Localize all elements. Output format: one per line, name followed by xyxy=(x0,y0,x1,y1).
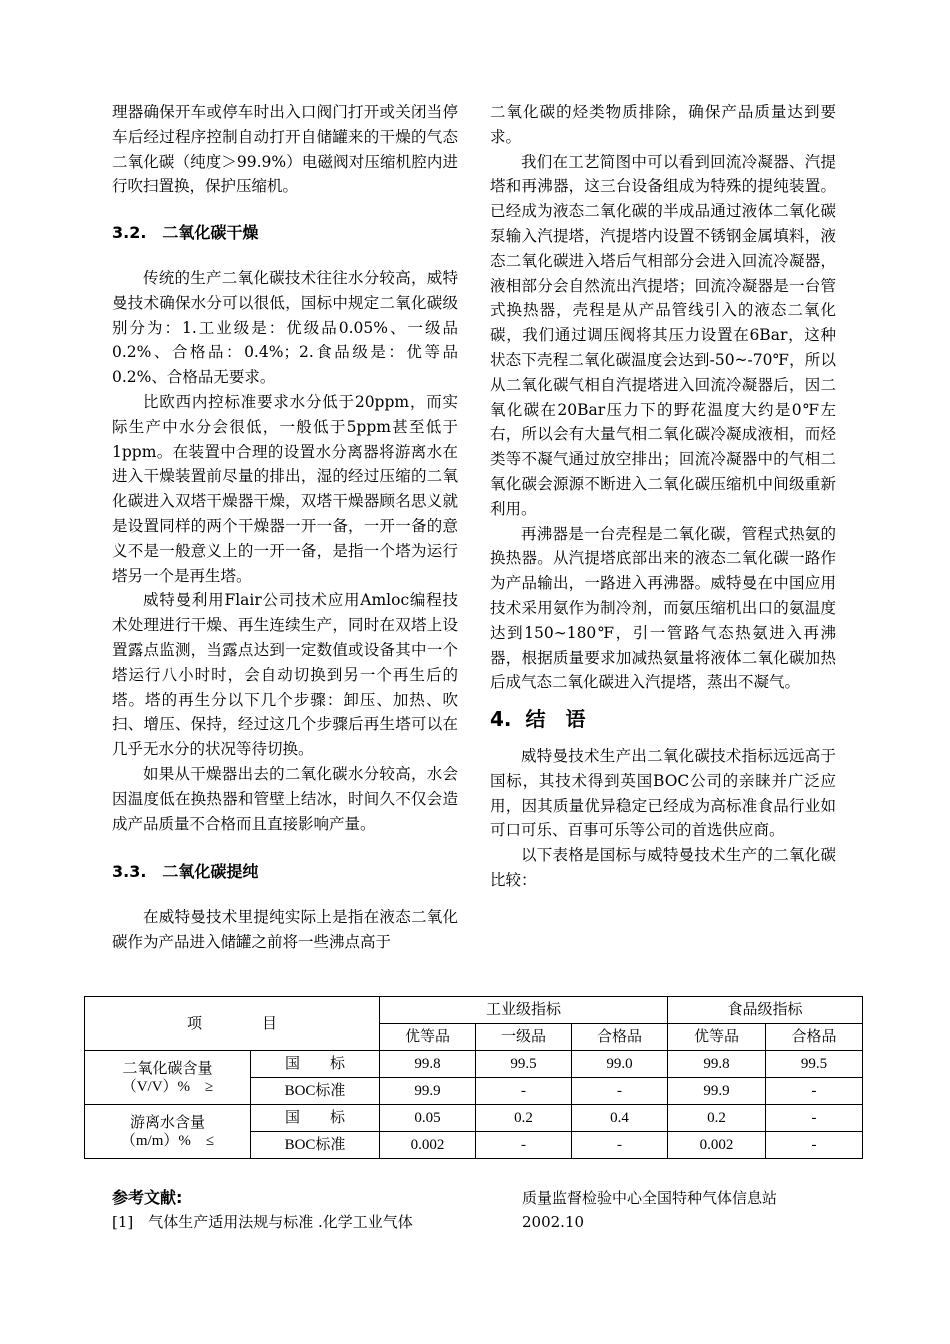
grade-header: 合格品 xyxy=(766,1024,863,1051)
group-label-line: 二氧化碳含量 xyxy=(122,1060,213,1077)
paragraph: 以下表格是国标与威特曼技术生产的二氧化碳比较： xyxy=(490,846,836,889)
cell: - xyxy=(766,1105,863,1132)
cell: - xyxy=(572,1132,668,1159)
reference-year: 2002.10 xyxy=(522,1213,585,1231)
cell: 99.9 xyxy=(380,1078,476,1105)
references-heading: 参考文献: xyxy=(112,1188,183,1207)
cell: 0.002 xyxy=(380,1132,476,1159)
cell: 0.002 xyxy=(668,1132,766,1159)
cell: 0.4 xyxy=(572,1105,668,1132)
paragraph: 二氧化碳的烃类物质排除，确保产品质量达到要求。 xyxy=(490,103,836,146)
section-4-number: 4. xyxy=(490,707,512,732)
paragraph: 比欧西内控标准要求水分低于20ppm，而实际生产中水分会很低，一般低于5ppm甚至低于1ppm。在装置中合理的设置水分离器将游离水在进入干燥装置前尽量的排出，湿的经过压缩的二氧化碳进入双塔干燥器干燥，双塔干燥器顾名思义就是设置同样的两个干燥器一开一备，一开一备的意义不是一般意义上的一开一备，是指一个塔为运行塔另一个是再生塔。 xyxy=(112,392,458,585)
sub-label: BOC标准 xyxy=(251,1132,380,1159)
sub-label: 国 标 xyxy=(251,1051,380,1078)
paragraph: 如果从干燥器出去的二氧化碳水分较高，水会因温度低在换热器和管壁上结冰，时间久不仅会造成产品质量不合格而且直接影响产量。 xyxy=(112,764,458,833)
grade-header: 一级品 xyxy=(476,1024,572,1051)
references-left xyxy=(112,1186,462,1234)
grade-header: 合格品 xyxy=(572,1024,668,1051)
paragraph: 威特曼技术生产出二氧化碳技术指标远远高于国标，其技术得到英国BOC公司的亲睐并广泛应用，因其质量优异稳定已经成为高标准食品行业如可口可乐、百事可乐等公司的首选供应商。 xyxy=(490,746,836,840)
row-group-label xyxy=(85,1105,251,1159)
cell: 99.8 xyxy=(668,1051,766,1078)
cell: 0.05 xyxy=(380,1105,476,1132)
comparison-table xyxy=(84,996,863,1159)
item-header: 项 目 xyxy=(85,997,380,1051)
cell: - xyxy=(572,1078,668,1105)
grade-header: 优等品 xyxy=(668,1024,766,1051)
paragraph: 理器确保开车或停车时出入口阀门打开或关闭当停车后经过程序控制自动打开自储罐来的干燥的气态二氧化碳（纯度＞99.9%）电磁阀对压缩机腔内进行吹扫置换，保护压缩机。 xyxy=(112,103,458,196)
reference-continuation: 质量监督检验中心全国特种气体信息站 xyxy=(522,1189,778,1207)
group-label-line: （m/m）% ≤ xyxy=(120,1132,215,1149)
row-group-label xyxy=(85,1051,251,1105)
sub-label: 国 标 xyxy=(251,1105,380,1132)
cell: - xyxy=(476,1078,572,1105)
group-label-line: 游离水含量 xyxy=(129,1114,205,1131)
left-column xyxy=(112,100,458,955)
section-4-heading xyxy=(490,707,836,732)
cell: - xyxy=(766,1132,863,1159)
grade-header: 优等品 xyxy=(380,1024,476,1051)
reference-item: [1] 气体生产适用法规与标准 .化学工业气体 xyxy=(112,1213,413,1231)
cell: 99.8 xyxy=(380,1051,476,1078)
industrial-header: 工业级指标 xyxy=(380,997,668,1024)
right-column xyxy=(490,100,836,893)
sub-label: BOC标准 xyxy=(251,1078,380,1105)
cell: 0.2 xyxy=(476,1105,572,1132)
cell: - xyxy=(766,1078,863,1105)
paragraph: 我们在工艺简图中可以看到回流冷凝器、汽提塔和再沸器，这三台设备组成为特殊的提纯装置。已经成为液态二氧化碳的半成品通过液体二氧化碳泵输入汽提塔，汽提塔内设置不锈钢金属填料，液态二氧化碳进入塔后气相部分会进入回流冷凝器，液相部分会自然流出汽提塔；回流冷凝器是一台管式换热器，壳程是从产品管线引入的液态二氧化碳，我们通过调压阀将其压力设置在6Bar，这种状态下壳程二氧化碳温度会达到-50~-70℉，所以从二氧化碳气相自汽提塔进入回流冷凝器后，因二氧化碳在20Bar压力下的野花温度大约是0℉左右，所以会有大量气相二氧化碳冷凝成液相，而烃类等不凝气通过放空排出；回流冷凝器中的气相二氧化碳会源源不断进入二氧化碳压缩机中间级重新利用。 xyxy=(490,152,836,518)
section-4-title: 结 语 xyxy=(525,707,586,732)
cell: - xyxy=(476,1132,572,1159)
cell: 99.5 xyxy=(766,1051,863,1078)
cell: 99.9 xyxy=(668,1078,766,1105)
cell: 0.2 xyxy=(668,1105,766,1132)
group-label-line: （V/V）% ≥ xyxy=(121,1078,214,1095)
section-3-2-heading: 3.2. 二氧化碳干燥 xyxy=(112,223,259,243)
references-right xyxy=(522,1186,852,1234)
cell: 99.0 xyxy=(572,1051,668,1078)
paragraph: 威特曼利用Flair公司技术应用Amloc编程技术处理进行干燥、再生连续生产，同时在双塔上设置露点监测，当露点达到一定数值或设备其中一个塔运行八小时时，会自动切换到另一个再生后的塔。塔的再生分以下几个步骤：卸压、加热、吹扫、增压、保持，经过这几个步骤后再生塔可以在几乎无水分的状况等待切换。 xyxy=(112,591,458,759)
food-header: 食品级指标 xyxy=(668,997,863,1024)
section-3-3-heading: 3.3. 二氧化碳提纯 xyxy=(112,862,259,882)
cell: 99.5 xyxy=(476,1051,572,1078)
paragraph: 在威特曼技术里提纯实际上是指在液态二氧化碳作为产品进入储罐之前将一些沸点高于 xyxy=(112,908,458,951)
paragraph: 传统的生产二氧化碳技术往往水分较高，威特曼技术确保水分可以很低，国标中规定二氧化碳级别分为：1.工业级是：优级品0.05%、一级品0.2%、合格品：0.4%；2.食品级是：优等品0.2%、合格品无要求。 xyxy=(112,268,458,387)
paragraph: 再沸器是一台壳程是二氧化碳，管程式热氨的换热器。从汽提塔底部出来的液态二氧化碳一路作为产品输出，一路进入再沸器。威特曼在中国应用技术采用氨作为制冷剂，而氨压缩机出口的氨温度达到150∼180℉，引一管路气态热氨进入再沸器，根据质量要求加减热氨量将液体二氧化碳加热后成气态二氧化碳进入汽提塔，蒸出不凝气。 xyxy=(490,524,836,692)
